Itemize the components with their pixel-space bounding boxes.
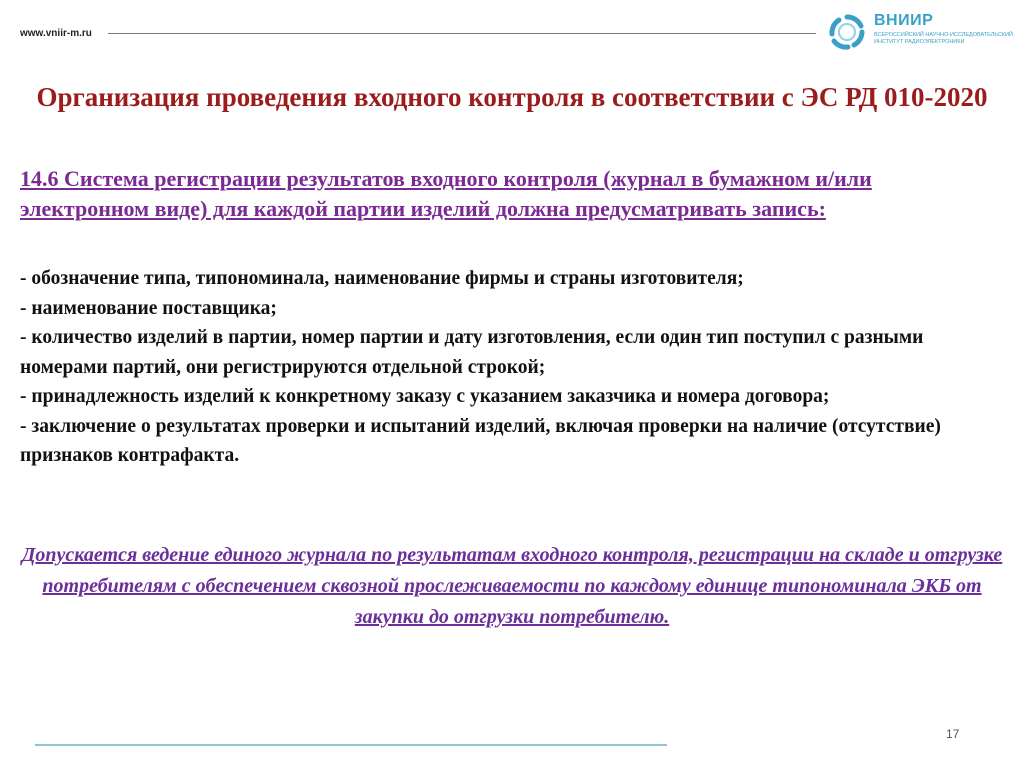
header-divider — [108, 33, 816, 34]
requirements-list — [20, 264, 1000, 471]
vniir-logo — [826, 12, 1016, 52]
vniir-ring-logo-icon — [826, 12, 868, 52]
logo-subtitle: ВСЕРОССИЙСКИЙ НАУЧНО-ИССЛЕДОВАТЕЛЬСКИЙ ИНСТИТУТ РАДИОЭЛЕКТРОНИКИ — [874, 32, 1013, 45]
list-item: - наименование поставщика; — [20, 297, 277, 319]
site-url: www.vniir-m.ru — [20, 28, 92, 39]
slide-title: Организация проведения входного контроля в соответствии с ЭС РД 010-2020 — [36, 82, 988, 112]
page-number: 17 — [946, 727, 960, 741]
permission-note: Допускается ведение единого журнала по результатам входного контроля, регистрации на складе и отгрузке потребителям с обеспечением сквозной прослеживаемости по каждому единице типономинала ЭКБ от закупки до отгрузки потребителю. — [21, 544, 1003, 628]
section-intro: 14.6 Система регистрации результатов входного контроля (журнал в бумажном и/или электронном виде) для каждой партии изделий должна предусматривать запись: — [20, 166, 872, 221]
logo-title: ВНИИР — [874, 12, 934, 29]
list-item: - количество изделий в партии, номер партии и дату изготовления, если один тип поступил с разными номерами партий, они регистрируются отдельной строкой; — [20, 327, 924, 378]
footer-divider — [35, 744, 667, 746]
list-item: - принадлежность изделий к конкретному заказу с указанием заказчика и номера договора; — [20, 386, 830, 407]
list-item: - заключение о результатах проверки и испытаний изделий, включая проверки на наличие (отсутствие) признаков контрафакта. — [20, 415, 941, 466]
list-item: - обозначение типа, типономинала, наименование фирмы и страны изготовителя; — [20, 268, 744, 289]
